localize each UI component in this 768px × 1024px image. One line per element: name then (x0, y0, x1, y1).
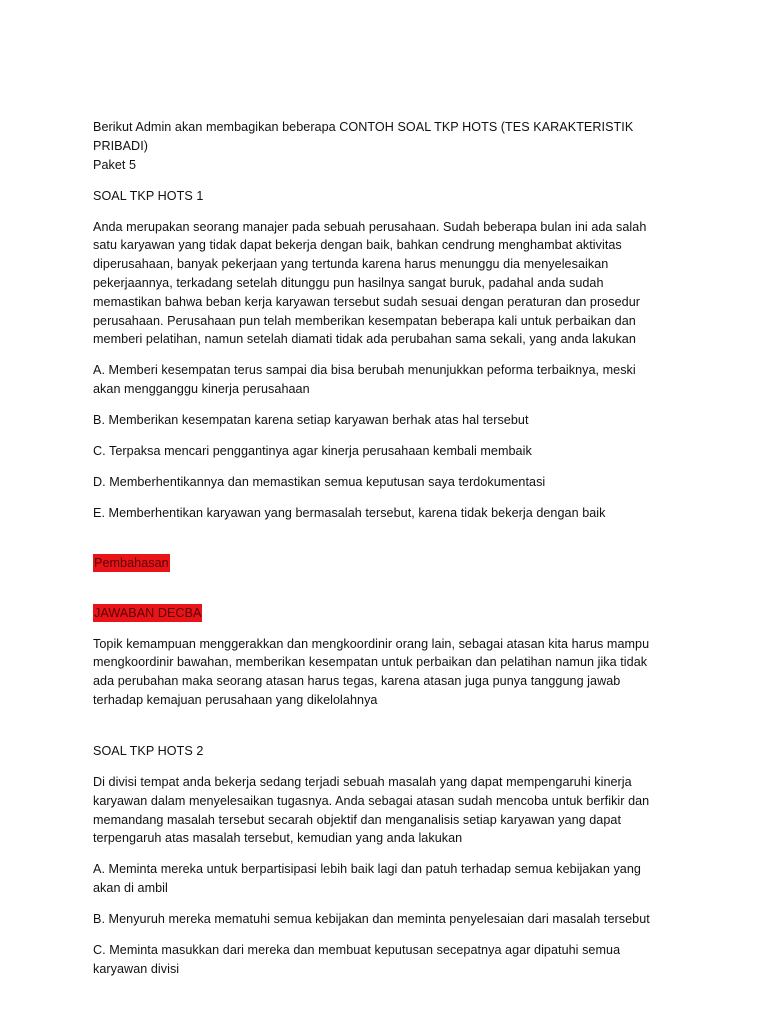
question-1-option-d: D. Memberhentikannya dan memastikan semua keputusan saya terdokumentasi (93, 475, 546, 490)
question-2-option-b: B. Menyuruh mereka mematuhi semua kebijakan dan meminta penyelesaian dari masalah tersebut (93, 912, 650, 927)
intro-text: Berikut Admin akan membagikan beberapa CONTOH SOAL TKP HOTS (TES KARAKTERISTIK PRIBADI) Paket 5 (93, 120, 634, 172)
question-2-text: Di divisi tempat anda bekerja sedang terjadi sebuah masalah yang dapat mempengaruhi kinerja karyawan dalam menyelesaikan tugasnya. Anda sebagai atasan sudah mencoba untuk berfikir dan memandang masalah tersebut secarah objektif dan menganalisis setiap karyawan yang dapat terpengaruh atas masalah tersebut, kemudian yang anda lakukan (93, 774, 650, 846)
question-1-option-e: E. Memberhentikan karyawan yang bermasalah tersebut, karena tidak bekerja dengan baik (93, 506, 606, 521)
question-1-option-c: C. Terpaksa mencari penggantinya agar kinerja perusahaan kembali membaik (93, 444, 532, 459)
discussion-heading-row (93, 535, 683, 573)
question-1-discussion: Topik kemampuan menggerakkan dan mengkoordinir orang lain, sebagai atasan kita harus mampu mengkoordinir bawahan, memberikan kesempatan untuk perbaikan dan pelatihan namun jika tidak ada perubahan maka seorang atasan harus tegas, karena atasan juga punya tanggung jawab terhadap kemajuan perusahaan yang dikelolahnya (93, 636, 650, 707)
question-1-text: Anda merupakan seorang manajer pada sebuah perusahaan. Sudah beberapa bulan ini ada salah satu karyawan yang tidak dapat bekerja dengan baik, bahkan cendrung menghambat aktivitas diperusahaan, banyak pekerjaan yang tertunda karena harus menunggu dia menyelesaikan pekerjaannya, terkadang setelah ditunggu pun hasilnya sangat buruk, padahal anda sudah memastikan bahwa beban kerja karyawan tersebut sudah sesuai dengan peraturan dan prosedur perusahaan. Perusahaan pun telah memberikan kesempatan beberapa kali untuk perbaikan dan memberi pelatihan, namun setelah diamati tidak ada perubahan sama sekali, yang anda lakukan (93, 219, 647, 347)
question-1-option-a: A. Memberi kesempatan terus sampai dia bisa berubah menunjukkan peforma terbaiknya, meski akan mengganggu kinerja perusahaan (93, 363, 636, 397)
answer-label: JAWABAN DECBA (94, 605, 202, 620)
question-2-title: SOAL TKP HOTS 2 (93, 743, 204, 758)
discussion-label: Pembahasan (94, 555, 169, 570)
answer-heading-row (93, 585, 683, 623)
question-2-option-a: A. Meminta mereka untuk berpartisipasi lebih baik lagi dan patuh terhadap semua kebijakan yang akan di ambil (93, 862, 641, 896)
section-spacer (93, 722, 683, 742)
question-1-title: SOAL TKP HOTS 1 (93, 188, 204, 203)
document-page (93, 118, 683, 991)
question-1-option-b: B. Memberikan kesempatan karena setiap karyawan berhak atas hal tersebut (93, 413, 529, 428)
question-2-option-c: C. Meminta masukkan dari mereka dan membuat keputusan secepatnya agar dipatuhi semua karyawan divisi (93, 943, 621, 976)
